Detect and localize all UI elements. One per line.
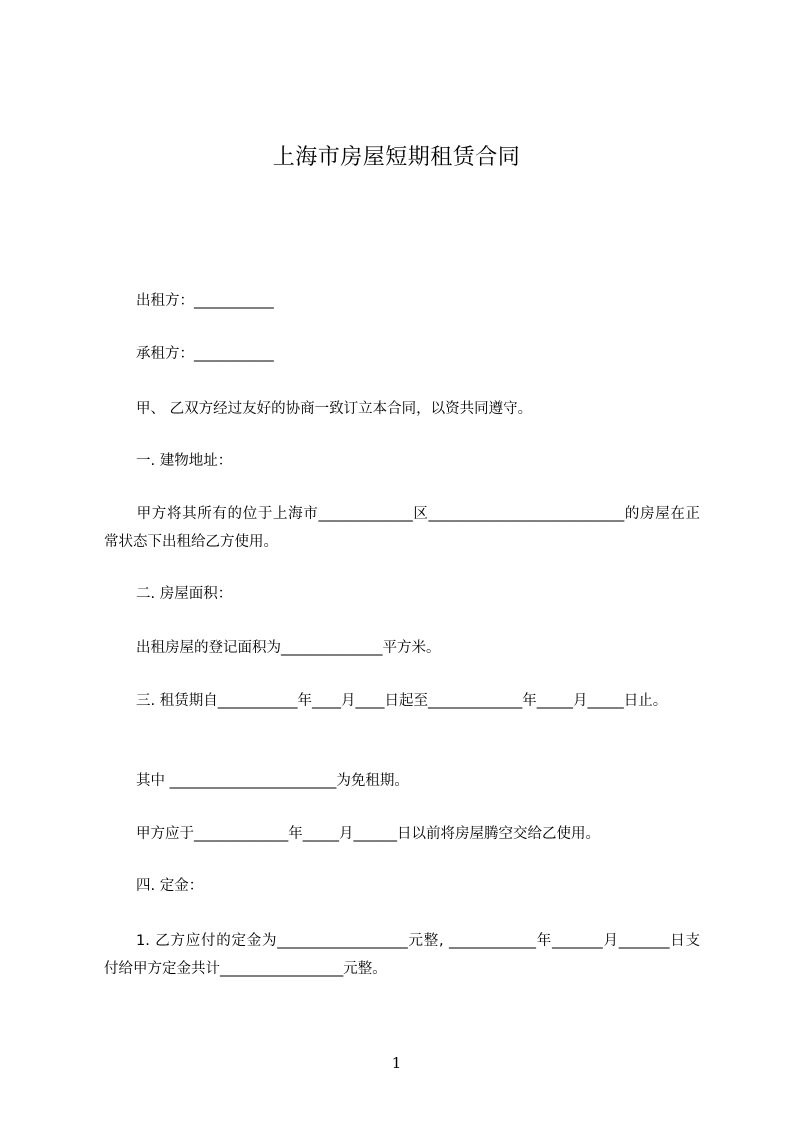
section-4-heading: 四. 定金： xyxy=(136,878,204,894)
section-1-heading: 一. 建物地址： xyxy=(136,453,233,469)
intro-paragraph: 甲、 乙双方经过友好的协商一致订立本合同，以资共同遵守。 xyxy=(136,401,533,417)
section-4-item-1: 1. 乙方应付的定金为__________________元整, ____________年_______月_______日支付给甲方定金共计_________________元整。 xyxy=(104,933,700,977)
section-3-body: 三. 租赁期自___________年____月____日起至_____________年_____月_____日止。 xyxy=(136,693,668,709)
page-number: 1 xyxy=(391,1054,402,1072)
lessor-line: 出租方：___________ xyxy=(136,293,274,309)
section-3-vacate: 甲方应于_____________年_____月______日以前将房屋腾空交给乙使用。 xyxy=(136,826,600,842)
section-2-heading: 二. 房屋面积： xyxy=(136,586,233,602)
section-3-free-period: 其中 _______________________为免租期。 xyxy=(136,773,409,789)
section-2-body: 出租房屋的登记面积为______________平方米。 xyxy=(136,640,441,656)
lessee-line: 承租方：___________ xyxy=(136,346,274,362)
document-title: 上海市房屋短期租赁合同 xyxy=(272,145,521,170)
section-1-body: 甲方将其所有的位于上海市_____________区___________________________的房屋在正常状态下出租给乙方使用。 xyxy=(104,506,700,550)
